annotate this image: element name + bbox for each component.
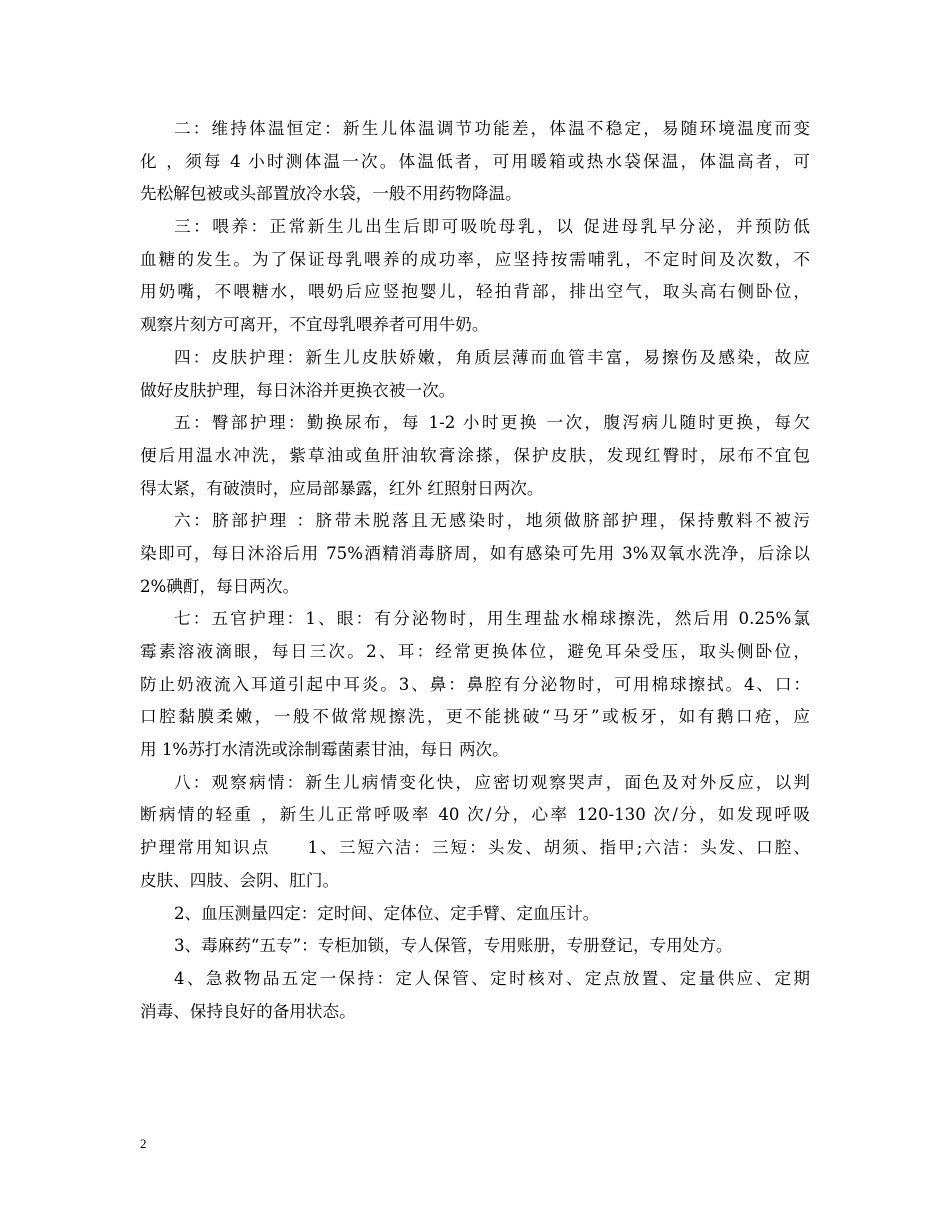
paragraph-line: 七：五官护理：1、眼：有分泌物时，用生理盐水棉球擦洗，然后用 0.25%氯 [174,609,810,629]
paragraph-line: 霉素溶液滴眼，每日三次。2、耳：经常更换体位，避免耳朵受压，取头侧卧位， [140,642,810,661]
paragraph-line: 三：喂养：正常新生儿出生后即可吸吮母乳，以 促进母乳早分泌，并预防低 [174,217,810,237]
paragraph-line: 用 1%苏打水清洗或涂制霉菌素甘油，每日 两次。 [140,740,509,760]
paragraph-line: 五：臀部护理：勤换尿布，每 1-2 小时更换 一次，腹泻病儿随时更换，每欠 [174,413,810,433]
paragraph-line: 防止奶液流入耳道引起中耳炎。3、鼻：鼻腔有分泌物时，可用棉球擦拭。4、口： [140,674,810,694]
paragraph-line: 八：观察病情：新生儿病情变化快，应密切观察哭声，面色及对外反应，以判 [174,772,810,792]
document-body [140,113,810,1028]
paragraph-line: 观察片刻方可离开，不宜母乳喂养者可用牛奶。 [140,315,489,335]
paragraph-line: 皮肤、四肢、会阴、肛门。 [140,870,340,890]
paragraph-line: 染即可，每日沐浴后用 75%酒精消毒脐周，如有感染可先用 3%双氧水洗净，后涂以 [140,543,810,563]
paragraph-line: 血糖的发生。为了保证母乳喂养的成功率，应坚持按需哺乳，不定时间及次数，不 [140,249,810,269]
paragraph-line: 护理常用知识点 1、三短六洁：三短：头发、胡须、指甲;六洁：头发、口腔、 [140,838,810,858]
paragraph-line: 用奶嘴，不喂糖水，喂奶后应竖抱婴儿，轻拍背部，排出空气，取头高右侧卧位， [140,282,810,302]
paragraph-line: 口腔黏膜柔嫩，一般不做常规擦洗，更不能挑破“马牙”或板牙，如有鹅口疮，应 [140,707,810,727]
paragraph-line: 二：维持体温恒定：新生儿体温调节功能差，体温不稳定，易随环境温度而变 [174,119,810,138]
paragraph-line: 化 ，须每 4 小时测体温一次。体温低者，可用暖箱或热水袋保温，体温高者，可 [140,151,810,171]
paragraph-line: 得太紧，有破溃时，应局部暴露，红外 红照射日两次。 [140,478,544,498]
paragraph-line: 六：脐部护理 ：脐带未脱落且无感染时，地须做脐部护理，保持敷料不被污 [174,511,810,531]
paragraph-line: 做好皮肤护理，每日沐浴并更换衣被一次。 [140,380,456,400]
paragraph-line: 4、急救物品五定一保持：定人保管、定时核对、定点放置、定量供应、定期 [174,968,810,988]
paragraph-line: 2、血压测量四定：定时间、定体位、定手臂、定血压计。 [174,903,600,923]
paragraph-line: 2%碘酊，每日两次。 [140,576,300,596]
page-number: 2 [140,1136,147,1151]
paragraph-line: 消毒、保持良好的备用状态。 [140,1001,356,1021]
paragraph-line: 3、毒麻药“五专”：专柜加锁，专人保管，专用账册，专册登记，专用处方。 [174,936,733,956]
paragraph-line: 先松解包被或头部置放冷水袋，一般不用药物降温。 [140,184,522,204]
paragraph-line: 四：皮肤护理：新生儿皮肤娇嫩，角质层薄而血管丰富，易擦伤及感染，故应 [174,347,810,367]
paragraph-line: 便后用温水冲洗，紫草油或鱼肝油软膏涂搽，保护皮肤，发现红臀时，尿布不宜包 [140,445,810,465]
paragraph-line: 断病情的轻重 ，新生儿正常呼吸率 40 次/分，心率 120-130 次/分，如发现呼吸 [140,805,810,825]
